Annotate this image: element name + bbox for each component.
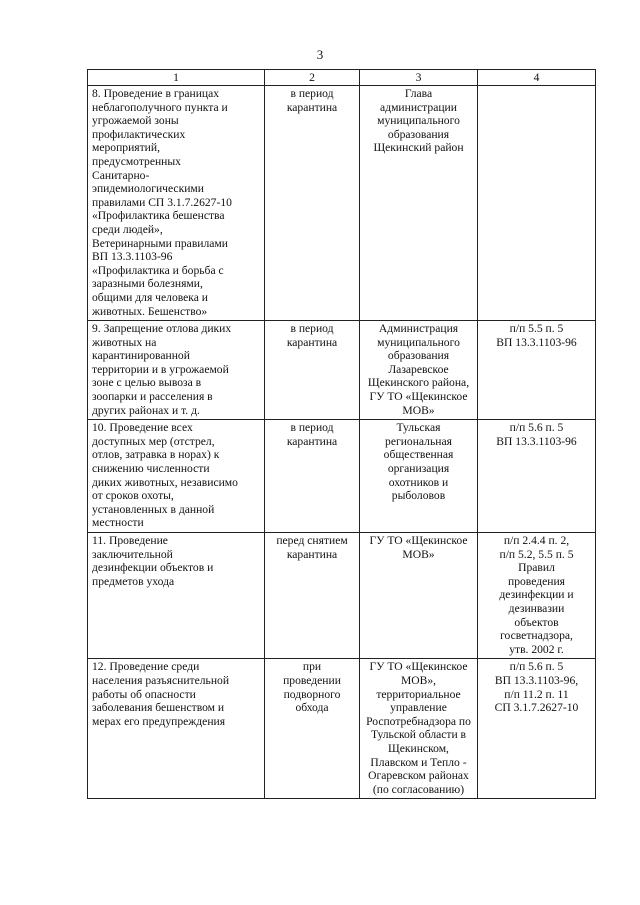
responsible-text: Глава администрации муниципального образования Щекинский район (373, 87, 464, 155)
measure-text: 11. Проведение заключительной дезинфекции объектов и предметов ухода (92, 534, 214, 588)
period-cell (265, 659, 360, 799)
period-text: в период карантина (286, 322, 338, 349)
table-row (88, 86, 596, 321)
measure-cell (88, 659, 265, 799)
measures-table (87, 69, 596, 799)
basis-cell (478, 420, 596, 533)
measure-text: 10. Проведение всех доступных мер (отстрел, отлов, затравка в норах) к снижению численности диких животных, независимо от сроков охоты, установленных в данной местности (92, 421, 238, 530)
responsible-cell (360, 420, 478, 533)
table-row (88, 533, 596, 659)
page-number: 3 (316, 47, 324, 62)
table-row (88, 659, 596, 799)
measure-cell (88, 533, 265, 659)
basis-cell (478, 659, 596, 799)
basis-cell (478, 321, 596, 420)
basis-text: п/п 5.6 п. 5 ВП 13.3.1103-96 (496, 421, 577, 448)
responsible-text: ГУ ТО «Щекинское МОВ» (369, 534, 468, 561)
table-row (88, 321, 596, 420)
basis-cell (478, 533, 596, 659)
measure-text: 9. Запрещение отлова диких животных на карантинированной территории и в угрожаемой зоне с целью вывоза в зоопарки и расселения в других районах и т. д. (92, 322, 232, 417)
measure-text: 12. Проведение среди населения разъяснительной работы об опасности заболевания бешенством и мерах его предупреждения (92, 660, 230, 728)
basis-text: п/п 5.5 п. 5 ВП 13.3.1103-96 (496, 322, 577, 349)
column-header-4: 4 (478, 70, 596, 86)
table-header-row (88, 70, 596, 86)
responsible-cell (360, 86, 478, 321)
responsible-cell (360, 321, 478, 420)
measure-cell (88, 420, 265, 533)
period-text: перед снятием карантина (276, 534, 348, 561)
period-text: при проведении подворного обхода (283, 660, 341, 715)
responsible-cell (360, 533, 478, 659)
period-cell (265, 420, 360, 533)
measure-text: 8. Проведение в границах неблагополучного пункта и угрожаемой зоны профилактических мероприятий, предусмотренных Санитарно- эпидемиологическими правилами СП 3.1.7.2627-10 «Профилактика бешенства среди людей», Ветеринарными правилами ВП 13.3.1103-96 «Профилактика и борьба с заразными болезнями, общими для человека и животных. Бешенство» (92, 87, 232, 318)
basis-text: п/п 5.6 п. 5 ВП 13.3.1103-96, п/п 11.2 п. 11 СП 3.1.7.2627-10 (494, 660, 579, 715)
period-cell (265, 533, 360, 659)
table-row (88, 420, 596, 533)
basis-cell (478, 86, 596, 321)
period-text: в период карантина (286, 421, 338, 448)
period-cell (265, 321, 360, 420)
measure-cell (88, 86, 265, 321)
measure-cell (88, 321, 265, 420)
column-header-2: 2 (265, 70, 360, 86)
column-header-3: 3 (360, 70, 478, 86)
responsible-text: ГУ ТО «Щекинское МОВ», территориальное управление Роспотребнадзора по Тульской области в Щекинском, Плавском и Тепло - Огаревском районах (по согласованию) (366, 660, 471, 796)
responsible-text: Администрация муниципального образования Лазаревское Щекинского района, ГУ ТО «Щекинское МОВ» (367, 322, 470, 417)
column-header-1: 1 (88, 70, 265, 86)
period-text: в период карантина (286, 87, 338, 114)
responsible-text: Тульская региональная общественная организация охотников и рыболовов (383, 421, 454, 503)
responsible-cell (360, 659, 478, 799)
period-cell (265, 86, 360, 321)
basis-text: п/п 2.4.4 п. 2, п/п 5.2, 5.5 п. 5 Правил проведения дезинфекции и дезинвазии объектов госветнадзора, утв. 2002 г. (499, 534, 574, 656)
